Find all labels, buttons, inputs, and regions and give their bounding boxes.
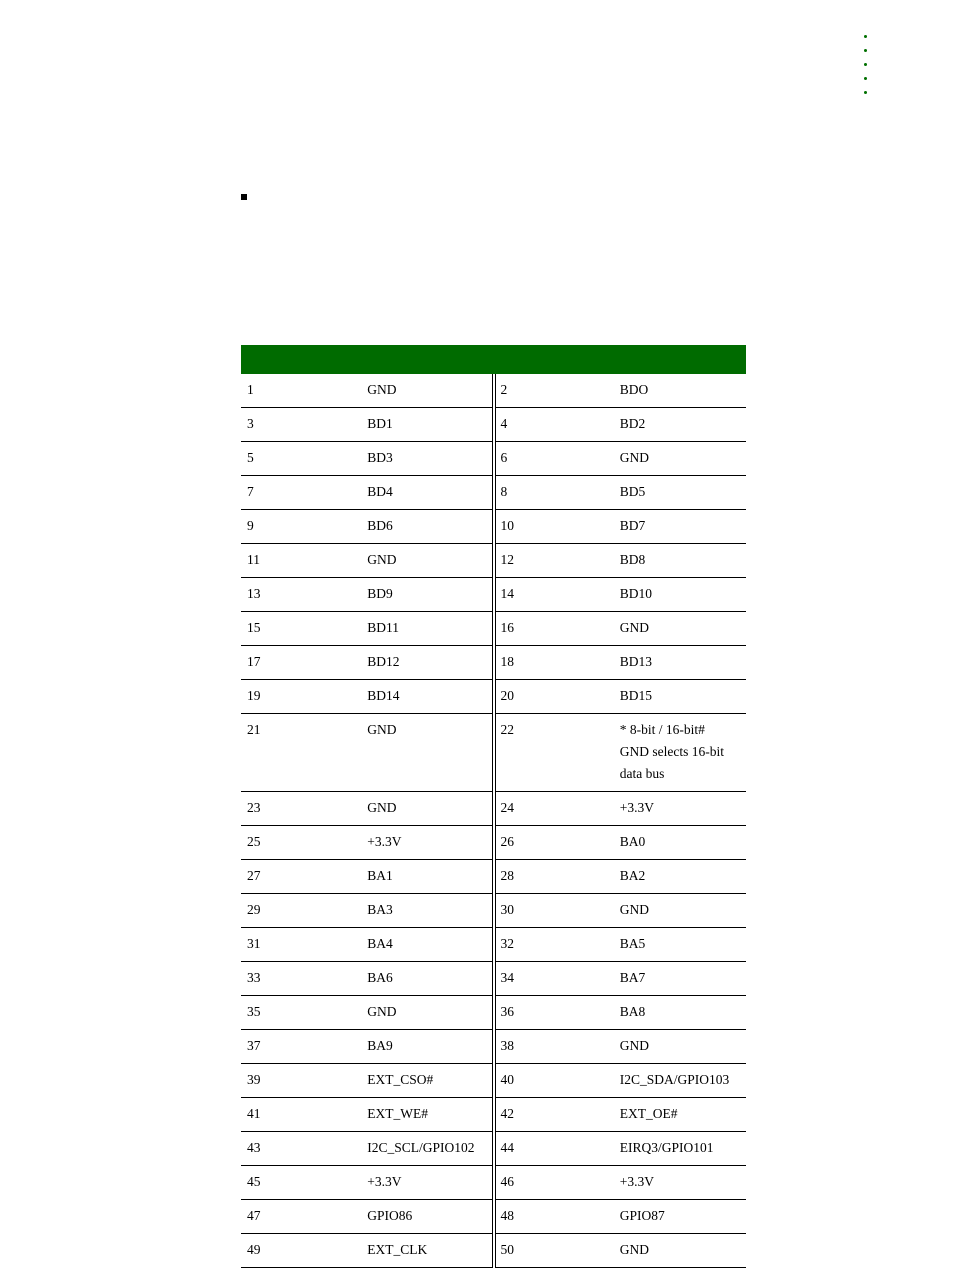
pin-number: 5 <box>241 442 367 476</box>
pin-number: 41 <box>241 1098 367 1132</box>
pin-number: 33 <box>241 962 367 996</box>
pin-number: 19 <box>241 680 367 714</box>
table-row <box>241 408 746 442</box>
table-row <box>241 442 746 476</box>
pin-signal: BD9 <box>367 578 493 612</box>
pin-number: 1 <box>241 374 367 408</box>
pin-signal: GND <box>367 792 493 826</box>
pin-signal: BD6 <box>367 510 493 544</box>
pin-signal: BD5 <box>620 476 746 510</box>
dot-icon <box>864 63 867 66</box>
pin-number: 15 <box>241 612 367 646</box>
pin-signal: GND <box>367 714 493 792</box>
pin-number: 29 <box>241 894 367 928</box>
pin-number: 16 <box>494 612 620 646</box>
pin-signal: BD1 <box>367 408 493 442</box>
pin-number: 31 <box>241 928 367 962</box>
pin-number: 46 <box>494 1166 620 1200</box>
pin-number: 49 <box>241 1234 367 1268</box>
pin-signal: BD12 <box>367 646 493 680</box>
pin-number: 36 <box>494 996 620 1030</box>
pin-signal: +3.3V <box>620 1166 746 1200</box>
pin-signal: BD15 <box>620 680 746 714</box>
pin-number: 26 <box>494 826 620 860</box>
pin-signal: BA9 <box>367 1030 493 1064</box>
pin-number: 40 <box>494 1064 620 1098</box>
table-row <box>241 1200 746 1234</box>
pin-signal: +3.3V <box>367 826 493 860</box>
table-row <box>241 374 746 408</box>
pin-number: 37 <box>241 1030 367 1064</box>
pin-number: 50 <box>494 1234 620 1268</box>
pin-number: 34 <box>494 962 620 996</box>
table-row <box>241 476 746 510</box>
pin-signal: BA8 <box>620 996 746 1030</box>
table-row <box>241 962 746 996</box>
table-row <box>241 894 746 928</box>
pin-number: 48 <box>494 1200 620 1234</box>
pin-signal: BD3 <box>367 442 493 476</box>
pin-signal: BDO <box>620 374 746 408</box>
pin-signal: BD11 <box>367 612 493 646</box>
pin-number: 21 <box>241 714 367 792</box>
pin-number: 12 <box>494 544 620 578</box>
pin-number: 24 <box>494 792 620 826</box>
pin-signal: BD2 <box>620 408 746 442</box>
pin-signal: BD10 <box>620 578 746 612</box>
pin-number: 38 <box>494 1030 620 1064</box>
pin-signal: GND <box>367 996 493 1030</box>
pin-signal: +3.3V <box>367 1166 493 1200</box>
pin-number: 35 <box>241 996 367 1030</box>
pin-number: 8 <box>494 476 620 510</box>
pin-number: 25 <box>241 826 367 860</box>
pin-signal: BA7 <box>620 962 746 996</box>
pin-signal: EXT_OE# <box>620 1098 746 1132</box>
pin-signal: BA3 <box>367 894 493 928</box>
pin-number: 7 <box>241 476 367 510</box>
pin-number: 4 <box>494 408 620 442</box>
pin-number: 18 <box>494 646 620 680</box>
pin-number: 17 <box>241 646 367 680</box>
table-row <box>241 1166 746 1200</box>
pin-signal: BD14 <box>367 680 493 714</box>
dot-icon <box>864 91 867 94</box>
pin-signal: BD8 <box>620 544 746 578</box>
table-row <box>241 714 746 792</box>
table-row <box>241 928 746 962</box>
pin-signal: GND <box>620 442 746 476</box>
pin-number: 42 <box>494 1098 620 1132</box>
pin-signal-line: * 8-bit / 16-bit# <box>619 722 705 737</box>
pin-signal: GND <box>620 612 746 646</box>
table-row <box>241 612 746 646</box>
table-row <box>241 1064 746 1098</box>
pin-number: 6 <box>494 442 620 476</box>
table-row <box>241 680 746 714</box>
pin-signal: BA5 <box>620 928 746 962</box>
table-row <box>241 826 746 860</box>
table-row <box>241 646 746 680</box>
pin-signal: BA2 <box>620 860 746 894</box>
pin-signal <box>620 714 746 792</box>
table-header-bar <box>241 345 746 374</box>
pin-signal-note: GND selects 16-bit data bus <box>619 744 724 781</box>
pinout-table <box>241 345 746 1268</box>
dot-icon <box>864 77 867 80</box>
pin-number: 13 <box>241 578 367 612</box>
table-row <box>241 578 746 612</box>
pin-signal: EXT_CLK <box>367 1234 493 1268</box>
pin-number: 39 <box>241 1064 367 1098</box>
pin-signal: EXT_WE# <box>367 1098 493 1132</box>
pin-signal: BA1 <box>367 860 493 894</box>
pin-signal: EIRQ3/GPIO101 <box>620 1132 746 1166</box>
table-row <box>241 544 746 578</box>
dot-icon <box>864 49 867 52</box>
pin-signal: I2C_SCL/GPIO102 <box>367 1132 493 1166</box>
pin-number: 30 <box>494 894 620 928</box>
pin-signal: GND <box>620 1030 746 1064</box>
pin-signal: BD4 <box>367 476 493 510</box>
pin-number: 47 <box>241 1200 367 1234</box>
table-row <box>241 996 746 1030</box>
table-row <box>241 510 746 544</box>
pin-signal: BA0 <box>620 826 746 860</box>
margin-dots <box>864 35 870 105</box>
pin-signal: BD13 <box>620 646 746 680</box>
pin-number: 23 <box>241 792 367 826</box>
pin-signal: GPIO86 <box>367 1200 493 1234</box>
pin-number: 11 <box>241 544 367 578</box>
pin-number: 45 <box>241 1166 367 1200</box>
pin-signal: I2C_SDA/GPIO103 <box>620 1064 746 1098</box>
pin-signal: EXT_CSO# <box>367 1064 493 1098</box>
pin-number: 2 <box>494 374 620 408</box>
pin-number: 10 <box>494 510 620 544</box>
pin-number: 3 <box>241 408 367 442</box>
pin-number: 32 <box>494 928 620 962</box>
pin-number: 43 <box>241 1132 367 1166</box>
pin-signal: +3.3V <box>620 792 746 826</box>
table-header-row <box>241 345 746 374</box>
pin-number: 22 <box>494 714 620 792</box>
table-body <box>241 374 746 1268</box>
pin-number: 27 <box>241 860 367 894</box>
pin-number: 44 <box>494 1132 620 1166</box>
pin-number: 9 <box>241 510 367 544</box>
pin-signal: GND <box>620 1234 746 1268</box>
pin-signal: BA6 <box>367 962 493 996</box>
pin-signal: GND <box>367 374 493 408</box>
table-row <box>241 792 746 826</box>
table-row <box>241 1132 746 1166</box>
pin-number: 20 <box>494 680 620 714</box>
dot-icon <box>864 35 867 38</box>
pin-number: 14 <box>494 578 620 612</box>
table-row <box>241 1030 746 1064</box>
table-row <box>241 860 746 894</box>
table-row <box>241 1098 746 1132</box>
pin-signal: GND <box>620 894 746 928</box>
table-row <box>241 1234 746 1268</box>
bullet-icon <box>241 194 247 200</box>
pin-number: 28 <box>494 860 620 894</box>
pin-signal: BD7 <box>620 510 746 544</box>
pin-signal: GND <box>367 544 493 578</box>
pin-signal: BA4 <box>367 928 493 962</box>
pin-signal: GPIO87 <box>620 1200 746 1234</box>
